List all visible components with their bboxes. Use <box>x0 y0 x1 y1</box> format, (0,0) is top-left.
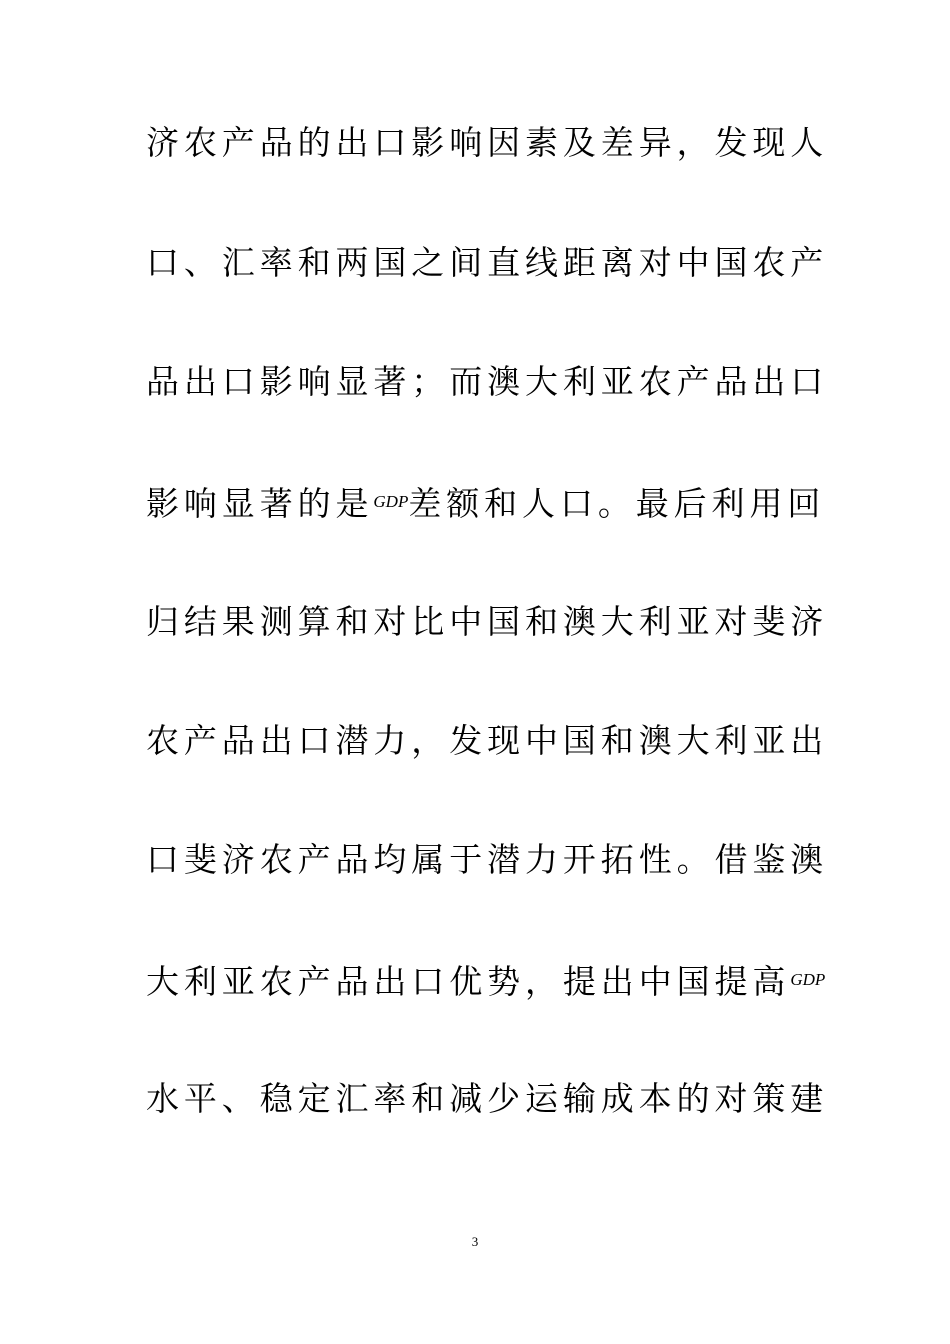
body-text-segment: 差额和人口。最后利用回 <box>408 484 826 523</box>
body-text-line-8 <box>146 958 826 1002</box>
body-text-line-3: 品出口影响显著；而澳大利亚农产品出口 <box>146 362 829 401</box>
body-text-line-9: 水平、稳定汇率和减少运输成本的对策建 <box>146 1079 829 1118</box>
body-text-segment: 大利亚农产品出口优势，提出中国提高 <box>146 962 791 1001</box>
gdp-abbreviation: GDP <box>790 970 826 989</box>
body-text-line-5: 归结果测算和对比中国和澳大利亚对斐济 <box>146 602 829 641</box>
body-text-line-2: 口、汇率和两国之间直线距离对中国农产 <box>146 243 829 282</box>
body-text-line-1: 济农产品的出口影响因素及差异，发现人 <box>146 123 829 162</box>
body-text-line-4 <box>146 480 826 524</box>
page-number: 3 <box>471 1234 479 1249</box>
body-text-line-6: 农产品出口潜力，发现中国和澳大利亚出 <box>146 721 829 760</box>
body-text-segment: 影响显著的是 <box>146 484 374 523</box>
body-text-line-7: 口斐济农产品均属于潜力开拓性。借鉴澳 <box>146 840 829 879</box>
gdp-abbreviation: GDP <box>373 492 409 511</box>
